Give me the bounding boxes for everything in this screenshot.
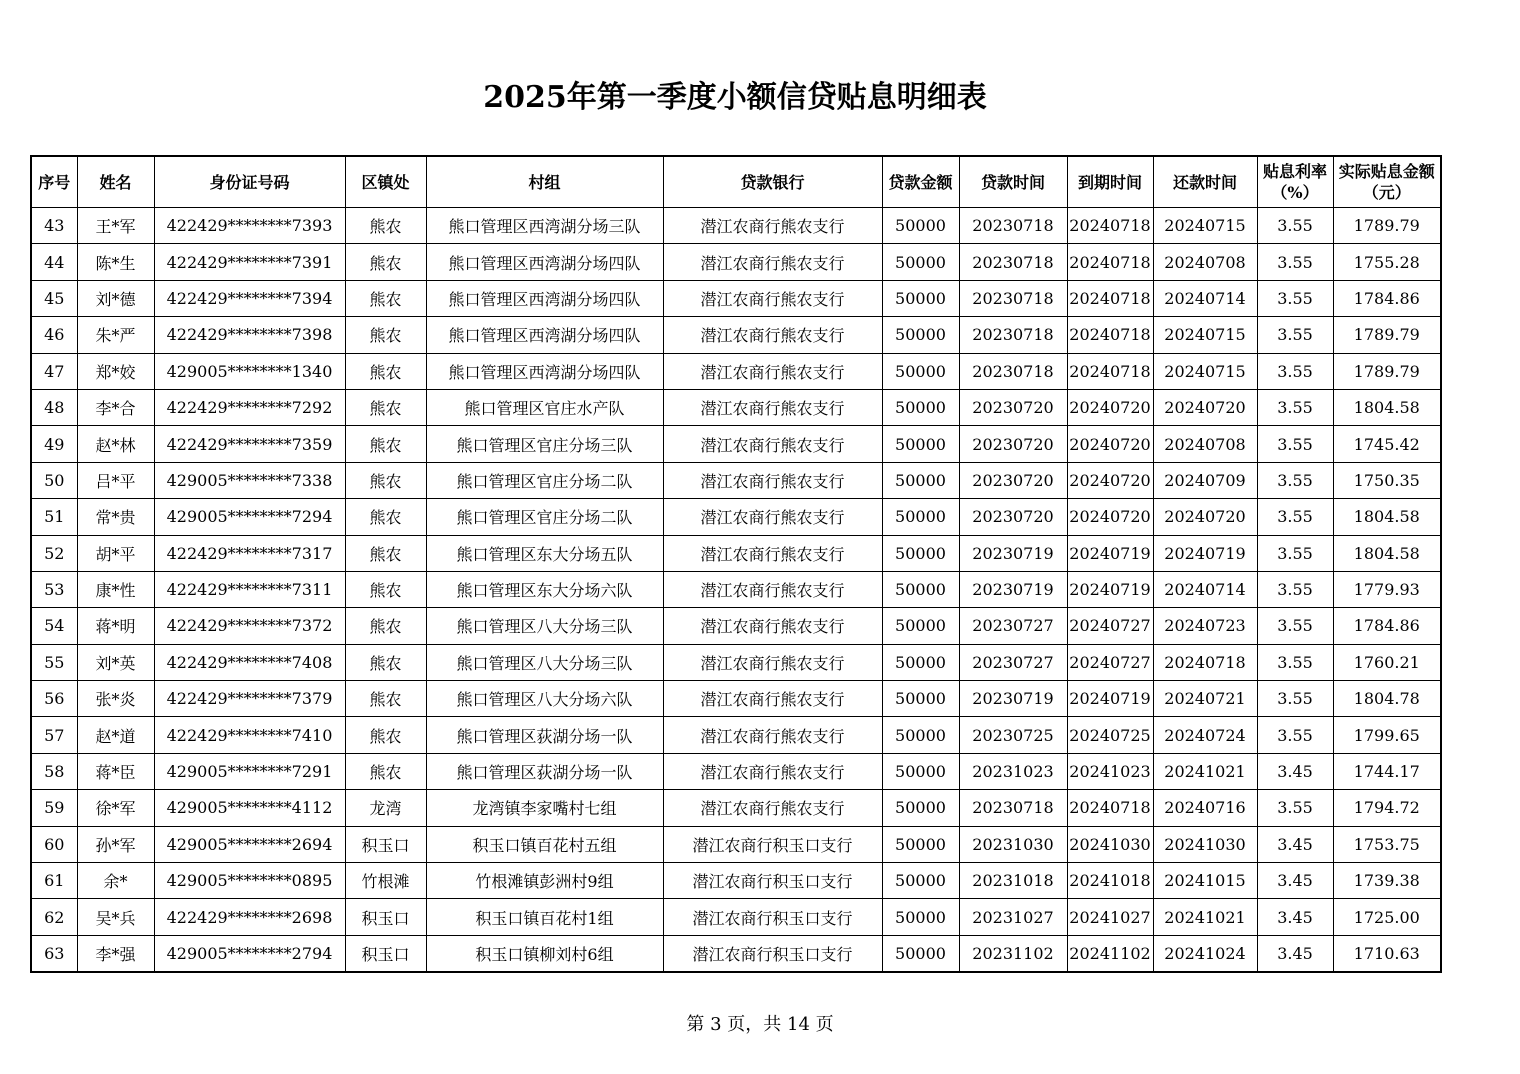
cell-repay-date: 20240718 [1153,644,1257,680]
cell-due-date: 20240719 [1067,681,1153,717]
cell-repay-date: 20241015 [1153,863,1257,899]
cell-subsidy-amount: 1750.35 [1333,462,1441,498]
cell-district: 熊农 [345,317,426,353]
cell-id-number: 422429********7379 [154,681,345,717]
cell-due-date: 20240720 [1067,426,1153,462]
cell-subsidy-amount: 1804.78 [1333,681,1441,717]
cell-due-date: 20240718 [1067,353,1153,389]
page-title: 2025年第一季度小额信贷贴息明细表 [483,80,987,115]
table-row [31,681,1441,717]
cell-due-date: 20241027 [1067,899,1153,935]
cell-id-number: 422429********2698 [154,899,345,935]
table-row [31,426,1441,462]
cell-name: 陈*生 [77,244,154,280]
cell-due-date: 20240720 [1067,389,1153,425]
cell-village-group: 熊口管理区西湾湖分场三队 [426,208,663,244]
cell-loan-amount: 50000 [882,717,959,753]
cell-district: 熊农 [345,571,426,607]
col-header-rate: 贴息利率（%） [1257,156,1333,208]
table-row [31,935,1441,972]
cell-bank: 潜江农商行熊农支行 [663,681,882,717]
cell-loan-date: 20230720 [959,426,1067,462]
table-row [31,389,1441,425]
table-row [31,826,1441,862]
cell-due-date: 20241102 [1067,935,1153,972]
cell-district: 熊农 [345,462,426,498]
cell-id-number: 429005********2694 [154,826,345,862]
cell-subsidy-amount: 1804.58 [1333,535,1441,571]
cell-id-number: 429005********4112 [154,790,345,826]
table-row [31,353,1441,389]
cell-id-number: 422429********7410 [154,717,345,753]
cell-loan-date: 20230718 [959,280,1067,316]
cell-bank: 潜江农商行熊农支行 [663,790,882,826]
cell-id-number: 429005********7291 [154,753,345,789]
cell-name: 吕*平 [77,462,154,498]
col-header-name: 姓名 [77,156,154,208]
cell-name: 李*合 [77,389,154,425]
cell-loan-date: 20230720 [959,499,1067,535]
cell-repay-date: 20241021 [1153,899,1257,935]
cell-repay-date: 20241030 [1153,826,1257,862]
cell-loan-date: 20230718 [959,790,1067,826]
cell-loan-date: 20230720 [959,389,1067,425]
cell-index: 53 [31,571,77,607]
cell-loan-date: 20230718 [959,208,1067,244]
cell-index: 56 [31,681,77,717]
cell-district: 熊农 [345,644,426,680]
cell-subsidy-amount: 1789.79 [1333,317,1441,353]
cell-due-date: 20240718 [1067,790,1153,826]
cell-village-group: 熊口管理区官庄分场二队 [426,462,663,498]
cell-name: 康*性 [77,571,154,607]
cell-due-date: 20240720 [1067,499,1153,535]
cell-bank: 潜江农商行熊农支行 [663,753,882,789]
cell-repay-date: 20240714 [1153,571,1257,607]
cell-loan-amount: 50000 [882,208,959,244]
cell-village-group: 熊口管理区官庄分场三队 [426,426,663,462]
table-body [31,208,1441,973]
cell-village-group: 熊口管理区官庄水产队 [426,389,663,425]
cell-subsidy-amount: 1804.58 [1333,389,1441,425]
cell-due-date: 20240720 [1067,462,1153,498]
cell-due-date: 20240727 [1067,644,1153,680]
cell-index: 57 [31,717,77,753]
cell-village-group: 积玉口镇柳刘村6组 [426,935,663,972]
table-row [31,790,1441,826]
cell-id-number: 422429********7372 [154,608,345,644]
cell-name: 刘*德 [77,280,154,316]
table-row [31,608,1441,644]
cell-village-group: 积玉口镇百花村五组 [426,826,663,862]
col-header-loan-date: 贷款时间 [959,156,1067,208]
cell-subsidy-amount: 1725.00 [1333,899,1441,935]
cell-village-group: 熊口管理区八大分场三队 [426,608,663,644]
cell-id-number: 422429********7408 [154,644,345,680]
cell-district: 熊农 [345,535,426,571]
cell-loan-date: 20231102 [959,935,1067,972]
cell-subsidy-amount: 1739.38 [1333,863,1441,899]
cell-index: 47 [31,353,77,389]
cell-loan-amount: 50000 [882,389,959,425]
cell-loan-date: 20231018 [959,863,1067,899]
cell-village-group: 熊口管理区西湾湖分场四队 [426,353,663,389]
cell-subsidy-amount: 1755.28 [1333,244,1441,280]
cell-rate: 3.55 [1257,790,1333,826]
cell-name: 徐*军 [77,790,154,826]
table-row [31,244,1441,280]
cell-due-date: 20240719 [1067,535,1153,571]
cell-due-date: 20240718 [1067,317,1153,353]
cell-district: 竹根滩 [345,863,426,899]
cell-id-number: 422429********7317 [154,535,345,571]
cell-loan-amount: 50000 [882,826,959,862]
cell-rate: 3.55 [1257,426,1333,462]
cell-index: 48 [31,389,77,425]
cell-name: 余* [77,863,154,899]
subsidy-detail-table [30,155,1442,973]
table-row [31,899,1441,935]
cell-subsidy-amount: 1753.75 [1333,826,1441,862]
cell-name: 王*军 [77,208,154,244]
cell-loan-date: 20230725 [959,717,1067,753]
cell-subsidy-amount: 1789.79 [1333,353,1441,389]
cell-name: 胡*平 [77,535,154,571]
cell-district: 熊农 [345,389,426,425]
cell-repay-date: 20240714 [1153,280,1257,316]
cell-district: 熊农 [345,280,426,316]
cell-bank: 潜江农商行积玉口支行 [663,826,882,862]
cell-loan-amount: 50000 [882,499,959,535]
cell-loan-date: 20230718 [959,244,1067,280]
cell-subsidy-amount: 1710.63 [1333,935,1441,972]
cell-name: 蒋*明 [77,608,154,644]
cell-due-date: 20240718 [1067,280,1153,316]
cell-name: 孙*军 [77,826,154,862]
cell-village-group: 竹根滩镇彭洲村9组 [426,863,663,899]
cell-index: 46 [31,317,77,353]
cell-district: 熊农 [345,208,426,244]
cell-index: 52 [31,535,77,571]
cell-rate: 3.55 [1257,499,1333,535]
cell-due-date: 20240719 [1067,571,1153,607]
cell-district: 熊农 [345,426,426,462]
cell-id-number: 422429********7359 [154,426,345,462]
cell-bank: 潜江农商行熊农支行 [663,717,882,753]
cell-rate: 3.55 [1257,389,1333,425]
cell-index: 62 [31,899,77,935]
col-header-district: 区镇处 [345,156,426,208]
table-row [31,317,1441,353]
cell-id-number: 422429********7393 [154,208,345,244]
cell-bank: 潜江农商行熊农支行 [663,208,882,244]
table-row [31,571,1441,607]
table-row [31,499,1441,535]
cell-loan-amount: 50000 [882,571,959,607]
cell-district: 熊农 [345,753,426,789]
cell-id-number: 429005********1340 [154,353,345,389]
cell-rate: 3.55 [1257,535,1333,571]
cell-village-group: 熊口管理区西湾湖分场四队 [426,317,663,353]
cell-loan-amount: 50000 [882,426,959,462]
cell-bank: 潜江农商行积玉口支行 [663,863,882,899]
cell-bank: 潜江农商行熊农支行 [663,462,882,498]
cell-index: 51 [31,499,77,535]
cell-village-group: 熊口管理区西湾湖分场四队 [426,244,663,280]
cell-bank: 潜江农商行熊农支行 [663,244,882,280]
cell-district: 熊农 [345,608,426,644]
cell-rate: 3.45 [1257,863,1333,899]
table-row [31,644,1441,680]
cell-index: 58 [31,753,77,789]
cell-name: 朱*严 [77,317,154,353]
table-row [31,717,1441,753]
cell-loan-date: 20230727 [959,644,1067,680]
cell-loan-amount: 50000 [882,608,959,644]
cell-id-number: 422429********7398 [154,317,345,353]
cell-loan-date: 20230719 [959,535,1067,571]
cell-loan-date: 20230718 [959,317,1067,353]
cell-loan-date: 20231030 [959,826,1067,862]
cell-index: 50 [31,462,77,498]
cell-due-date: 20241023 [1067,753,1153,789]
cell-index: 43 [31,208,77,244]
cell-district: 熊农 [345,244,426,280]
cell-bank: 潜江农商行熊农支行 [663,499,882,535]
cell-rate: 3.55 [1257,717,1333,753]
cell-rate: 3.55 [1257,462,1333,498]
cell-bank: 潜江农商行熊农支行 [663,644,882,680]
cell-name: 郑*姣 [77,353,154,389]
cell-bank: 潜江农商行熊农支行 [663,389,882,425]
cell-rate: 3.55 [1257,353,1333,389]
cell-village-group: 熊口管理区官庄分场二队 [426,499,663,535]
cell-bank: 潜江农商行熊农支行 [663,571,882,607]
cell-rate: 3.45 [1257,826,1333,862]
cell-village-group: 熊口管理区荻湖分场一队 [426,717,663,753]
cell-index: 44 [31,244,77,280]
page-number: 第 3 页，共 14 页 [686,1014,834,1035]
cell-loan-amount: 50000 [882,681,959,717]
cell-name: 赵*道 [77,717,154,753]
cell-repay-date: 20240708 [1153,426,1257,462]
cell-name: 常*贵 [77,499,154,535]
cell-rate: 3.45 [1257,935,1333,972]
cell-repay-date: 20241021 [1153,753,1257,789]
cell-due-date: 20241018 [1067,863,1153,899]
cell-index: 59 [31,790,77,826]
cell-loan-amount: 50000 [882,244,959,280]
cell-bank: 潜江农商行熊农支行 [663,535,882,571]
cell-rate: 3.55 [1257,317,1333,353]
cell-subsidy-amount: 1804.58 [1333,499,1441,535]
cell-index: 49 [31,426,77,462]
cell-id-number: 422429********7394 [154,280,345,316]
cell-due-date: 20240727 [1067,608,1153,644]
cell-loan-date: 20231027 [959,899,1067,935]
cell-due-date: 20240718 [1067,244,1153,280]
cell-index: 61 [31,863,77,899]
cell-loan-date: 20230718 [959,353,1067,389]
cell-repay-date: 20240716 [1153,790,1257,826]
cell-due-date: 20240718 [1067,208,1153,244]
table-row [31,753,1441,789]
cell-loan-amount: 50000 [882,280,959,316]
col-header-repay-date: 还款时间 [1153,156,1257,208]
cell-district: 熊农 [345,499,426,535]
cell-village-group: 熊口管理区东大分场五队 [426,535,663,571]
cell-bank: 潜江农商行熊农支行 [663,280,882,316]
cell-due-date: 20241030 [1067,826,1153,862]
col-header-index: 序号 [31,156,77,208]
cell-subsidy-amount: 1794.72 [1333,790,1441,826]
cell-loan-amount: 50000 [882,317,959,353]
cell-subsidy-amount: 1784.86 [1333,280,1441,316]
cell-subsidy-amount: 1779.93 [1333,571,1441,607]
cell-id-number: 422429********7391 [154,244,345,280]
cell-bank: 潜江农商行熊农支行 [663,426,882,462]
cell-district: 积玉口 [345,935,426,972]
cell-rate: 3.45 [1257,899,1333,935]
cell-bank: 潜江农商行熊农支行 [663,608,882,644]
cell-village-group: 熊口管理区西湾湖分场四队 [426,280,663,316]
col-header-due-date: 到期时间 [1067,156,1153,208]
cell-loan-amount: 50000 [882,790,959,826]
cell-village-group: 积玉口镇百花村1组 [426,899,663,935]
cell-district: 熊农 [345,681,426,717]
cell-bank: 潜江农商行积玉口支行 [663,899,882,935]
cell-rate: 3.55 [1257,208,1333,244]
cell-loan-amount: 50000 [882,462,959,498]
cell-repay-date: 20240719 [1153,535,1257,571]
cell-rate: 3.55 [1257,644,1333,680]
cell-repay-date: 20241024 [1153,935,1257,972]
cell-id-number: 429005********2794 [154,935,345,972]
table-row [31,535,1441,571]
col-header-bank: 贷款银行 [663,156,882,208]
cell-due-date: 20240725 [1067,717,1153,753]
cell-village-group: 熊口管理区东大分场六队 [426,571,663,607]
cell-subsidy-amount: 1744.17 [1333,753,1441,789]
cell-rate: 3.55 [1257,681,1333,717]
cell-repay-date: 20240721 [1153,681,1257,717]
cell-loan-amount: 50000 [882,935,959,972]
cell-index: 63 [31,935,77,972]
cell-village-group: 熊口管理区荻湖分场一队 [426,753,663,789]
cell-rate: 3.55 [1257,244,1333,280]
cell-bank: 潜江农商行积玉口支行 [663,935,882,972]
cell-rate: 3.55 [1257,280,1333,316]
cell-village-group: 熊口管理区八大分场六队 [426,681,663,717]
cell-repay-date: 20240709 [1153,462,1257,498]
cell-loan-amount: 50000 [882,535,959,571]
cell-repay-date: 20240708 [1153,244,1257,280]
cell-loan-date: 20230719 [959,681,1067,717]
cell-index: 54 [31,608,77,644]
col-header-loan-amount: 贷款金额 [882,156,959,208]
cell-rate: 3.55 [1257,608,1333,644]
cell-index: 45 [31,280,77,316]
table-row [31,280,1441,316]
table-row [31,863,1441,899]
cell-district: 积玉口 [345,826,426,862]
cell-name: 吴*兵 [77,899,154,935]
cell-name: 李*强 [77,935,154,972]
cell-village-group: 熊口管理区八大分场三队 [426,644,663,680]
header-row [31,156,1441,208]
col-header-village-group: 村组 [426,156,663,208]
cell-subsidy-amount: 1789.79 [1333,208,1441,244]
cell-loan-date: 20230727 [959,608,1067,644]
cell-id-number: 422429********7311 [154,571,345,607]
cell-subsidy-amount: 1745.42 [1333,426,1441,462]
cell-repay-date: 20240715 [1153,208,1257,244]
cell-loan-amount: 50000 [882,899,959,935]
cell-district: 龙湾 [345,790,426,826]
table-row [31,208,1441,244]
cell-loan-date: 20231023 [959,753,1067,789]
cell-rate: 3.55 [1257,571,1333,607]
cell-subsidy-amount: 1760.21 [1333,644,1441,680]
col-header-subsidy-amount: 实际贴息金额（元） [1333,156,1441,208]
cell-name: 蒋*臣 [77,753,154,789]
cell-district: 熊农 [345,717,426,753]
cell-id-number: 429005********7294 [154,499,345,535]
col-header-id-number: 身份证号码 [154,156,345,208]
cell-village-group: 龙湾镇李家嘴村七组 [426,790,663,826]
cell-loan-date: 20230719 [959,571,1067,607]
cell-repay-date: 20240715 [1153,317,1257,353]
cell-district: 积玉口 [345,899,426,935]
cell-name: 张*炎 [77,681,154,717]
table-row [31,462,1441,498]
cell-loan-amount: 50000 [882,644,959,680]
cell-loan-amount: 50000 [882,753,959,789]
cell-repay-date: 20240720 [1153,499,1257,535]
cell-rate: 3.45 [1257,753,1333,789]
cell-district: 熊农 [345,353,426,389]
cell-loan-amount: 50000 [882,353,959,389]
cell-name: 刘*英 [77,644,154,680]
cell-repay-date: 20240720 [1153,389,1257,425]
cell-subsidy-amount: 1799.65 [1333,717,1441,753]
cell-index: 55 [31,644,77,680]
cell-id-number: 429005********7338 [154,462,345,498]
cell-repay-date: 20240724 [1153,717,1257,753]
cell-id-number: 422429********7292 [154,389,345,425]
cell-repay-date: 20240715 [1153,353,1257,389]
cell-subsidy-amount: 1784.86 [1333,608,1441,644]
cell-bank: 潜江农商行熊农支行 [663,353,882,389]
cell-loan-amount: 50000 [882,863,959,899]
cell-index: 60 [31,826,77,862]
cell-bank: 潜江农商行熊农支行 [663,317,882,353]
cell-id-number: 429005********0895 [154,863,345,899]
cell-name: 赵*林 [77,426,154,462]
cell-repay-date: 20240723 [1153,608,1257,644]
cell-loan-date: 20230720 [959,462,1067,498]
